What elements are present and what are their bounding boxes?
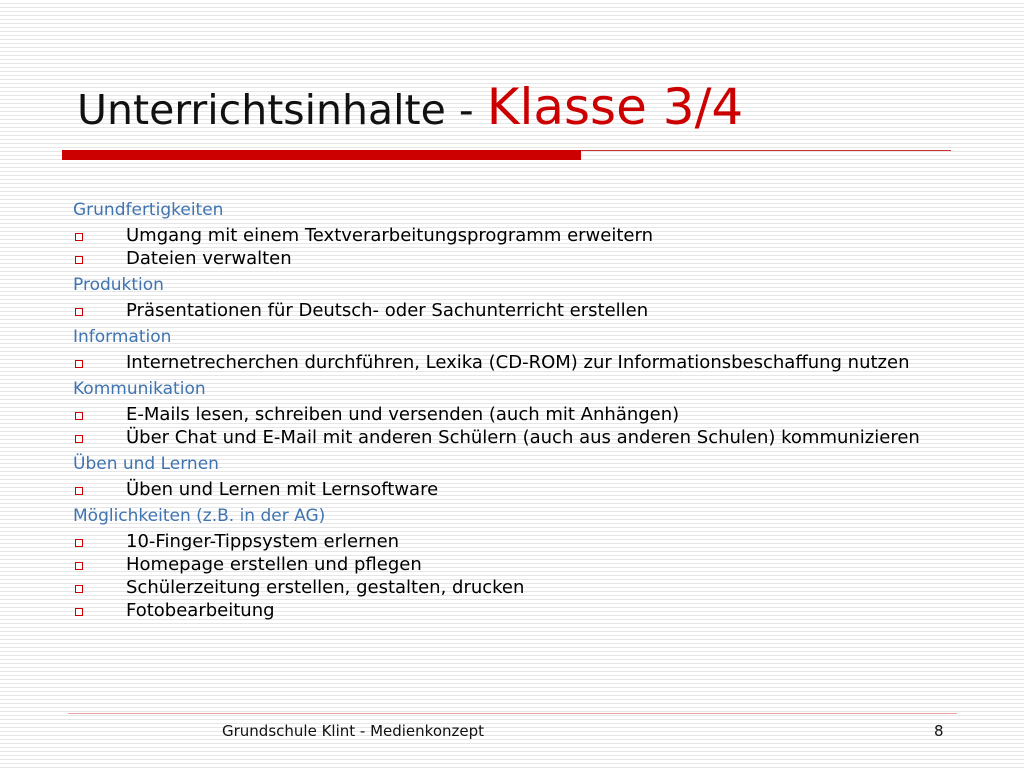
square-bullet-icon (75, 608, 83, 616)
list-item (73, 405, 973, 425)
list-item-text: Internetrecherchen durchführen, Lexika (CD-ROM) zur Informationsbeschaffung nutzen (126, 352, 910, 373)
slide-title-main: Unterrichtsinhalte - (77, 86, 487, 134)
list-item (73, 353, 973, 373)
section-heading: Produktion (73, 275, 164, 295)
square-bullet-icon (75, 308, 83, 316)
list-item (73, 601, 973, 621)
list-item-text: Präsentationen für Deutsch- oder Sachunterricht erstellen (126, 300, 649, 321)
list-item-text: E-Mails lesen, schreiben und versenden (auch mit Anhängen) (126, 404, 680, 425)
section-heading: Möglichkeiten (z.B. in der AG) (73, 506, 326, 526)
square-bullet-icon (75, 585, 83, 593)
list-item-text: Dateien verwalten (126, 248, 292, 269)
title-underline-bar (62, 150, 581, 160)
section-heading: Information (73, 327, 172, 347)
square-bullet-icon (75, 435, 83, 443)
slide-title (77, 78, 743, 136)
section-heading: Grundfertigkeiten (73, 200, 224, 220)
footer-divider (68, 713, 957, 714)
list-item-text: Schülerzeitung erstellen, gestalten, drucken (126, 577, 525, 598)
section-heading: Üben und Lernen (73, 454, 219, 474)
title-underline-thin-rule (581, 150, 951, 151)
square-bullet-icon (75, 233, 83, 241)
square-bullet-icon (75, 487, 83, 495)
list-item-text: Über Chat und E-Mail mit anderen Schülern (auch aus anderen Schulen) kommunizieren (126, 427, 920, 448)
square-bullet-icon (75, 539, 83, 547)
list-item (73, 532, 973, 552)
section-heading: Kommunikation (73, 379, 206, 399)
page-number: 8 (934, 722, 944, 740)
slide-title-accent: Klasse 3/4 (486, 78, 744, 136)
square-bullet-icon (75, 256, 83, 264)
list-item (73, 428, 973, 448)
list-item (73, 226, 973, 246)
list-item-text: Üben und Lernen mit Lernsoftware (126, 479, 439, 500)
list-item-text: Fotobearbeitung (126, 600, 275, 621)
list-item (73, 480, 973, 500)
list-item (73, 301, 973, 321)
list-item (73, 555, 973, 575)
square-bullet-icon (75, 412, 83, 420)
square-bullet-icon (75, 562, 83, 570)
list-item-text: 10-Finger-Tippsystem erlernen (126, 531, 400, 552)
footer-text: Grundschule Klint - Medienkonzept (222, 722, 485, 740)
square-bullet-icon (75, 360, 83, 368)
list-item-text: Homepage erstellen und pflegen (126, 554, 422, 575)
list-item (73, 249, 973, 269)
slide-content (73, 197, 973, 624)
list-item-text: Umgang mit einem Textverarbeitungsprogramm erweitern (126, 225, 653, 246)
list-item (73, 578, 973, 598)
